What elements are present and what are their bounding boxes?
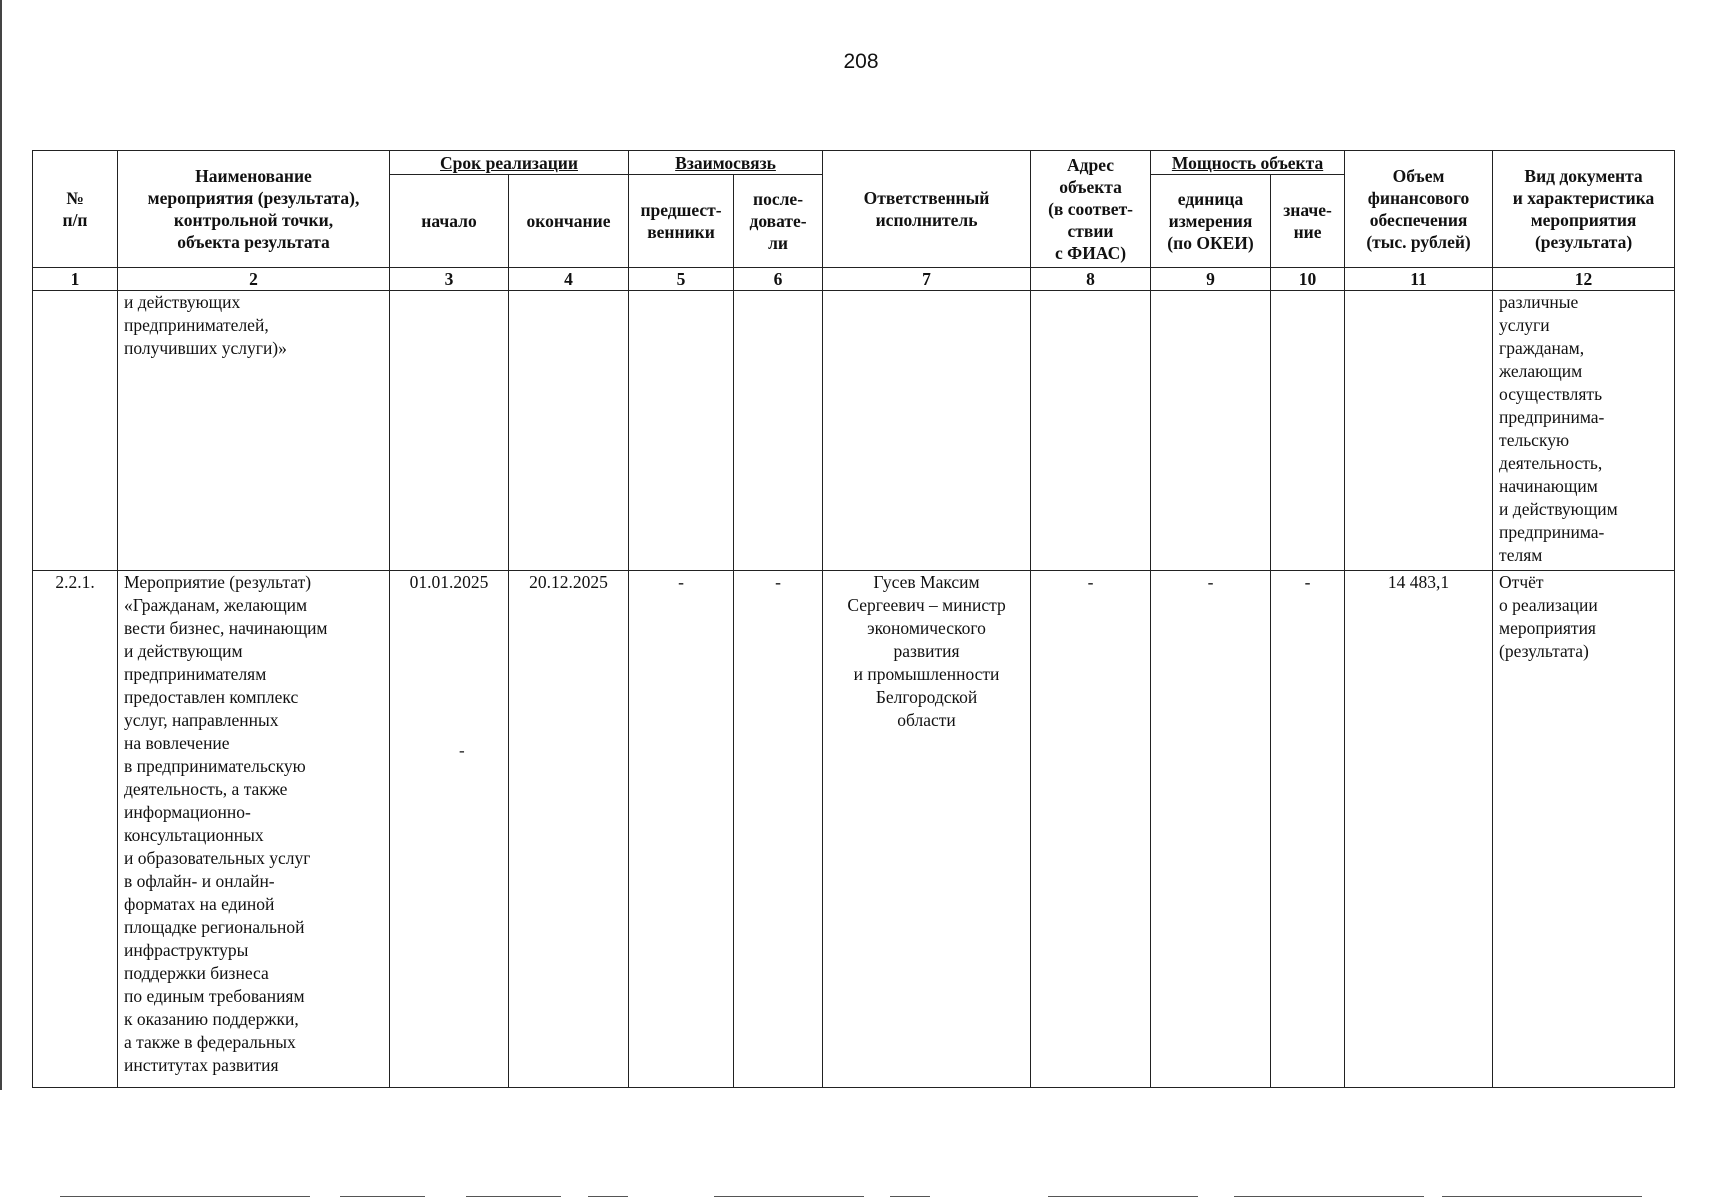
- text-line: площадке региональной: [124, 917, 305, 937]
- text-line: объекта: [1059, 177, 1122, 197]
- cell-end: [509, 291, 629, 571]
- text-line: ствии: [1067, 221, 1114, 241]
- column-number: 11: [1345, 268, 1493, 291]
- text-line: деятельность, а также: [124, 779, 288, 799]
- text-line: о реализации: [1499, 595, 1598, 615]
- column-number: 3: [390, 268, 509, 291]
- text-line: на вовлечение: [124, 733, 230, 753]
- text-line: осуществлять: [1499, 384, 1603, 404]
- text-line: Ответственный: [863, 188, 990, 208]
- text-line: гражданам,: [1499, 338, 1585, 358]
- text-line: инфраструктуры: [124, 940, 249, 960]
- text-line: Объем: [1392, 166, 1445, 186]
- page-number: 208: [843, 50, 879, 73]
- text-line: развития: [893, 641, 960, 661]
- cell-predecessors: [629, 291, 734, 571]
- text-line: тельскую: [1499, 430, 1570, 450]
- text-line: в офлайн- и онлайн-: [124, 871, 275, 891]
- cell-predecessors: -: [629, 571, 734, 1088]
- text-line: значе-: [1283, 200, 1332, 220]
- text-line: венники: [647, 222, 715, 242]
- cell-number: [33, 291, 118, 571]
- header-successors: [734, 175, 823, 268]
- text-line: предпринимателей,: [124, 315, 269, 335]
- text-line: (результата): [1534, 232, 1633, 252]
- cell-end: 20.12.2025: [509, 571, 629, 1088]
- text-line: и промышленности: [853, 664, 1000, 684]
- cell-address: [1031, 291, 1151, 571]
- text-line: желающим: [1499, 361, 1583, 381]
- header-start: начало: [390, 175, 509, 268]
- cell-document: [1493, 571, 1675, 1088]
- cell-unit: -: [1151, 571, 1271, 1088]
- column-number: 2: [118, 268, 390, 291]
- bottom-rule: [340, 1196, 425, 1197]
- text-line: и действующих: [124, 292, 241, 312]
- text-line: ли: [768, 233, 788, 253]
- text-line: предпринимателям: [124, 664, 267, 684]
- column-number: 10: [1271, 268, 1345, 291]
- header-end: окончание: [509, 175, 629, 268]
- text-line: в предпринимательскую: [124, 756, 306, 776]
- text-line: Мероприятие (результат): [124, 572, 312, 592]
- column-number: 8: [1031, 268, 1151, 291]
- text-line: Сергеевич – министр: [847, 595, 1006, 615]
- bottom-rule: [1234, 1196, 1424, 1197]
- text-line: деятельность,: [1499, 453, 1603, 473]
- text-line: и действующим: [124, 641, 243, 661]
- text-line: и действующим: [1499, 499, 1618, 519]
- text-line: мероприятия: [1530, 210, 1637, 230]
- text-line: области: [897, 710, 956, 730]
- text-line: п/п: [62, 210, 88, 230]
- text-line: предшест-: [640, 200, 722, 220]
- text-line: «Гражданам, желающим: [124, 595, 308, 615]
- cell-document: [1493, 291, 1675, 571]
- text-line: Отчёт: [1499, 572, 1544, 592]
- text-line: услуг, направленных: [124, 710, 279, 730]
- header-number: [33, 151, 118, 268]
- text-line: финансового: [1367, 188, 1470, 208]
- bottom-rule: [466, 1196, 561, 1197]
- header-financing: [1345, 151, 1493, 268]
- cell-start: 01.01.2025: [390, 571, 509, 1088]
- text-line: информационно-: [124, 802, 251, 822]
- cell-unit: [1151, 291, 1271, 571]
- column-number: 9: [1151, 268, 1271, 291]
- column-number: 6: [734, 268, 823, 291]
- text-line: Адрес: [1067, 155, 1115, 175]
- text-line: Белгородской: [875, 687, 978, 707]
- cell-value: [1271, 291, 1345, 571]
- bottom-rule: [1442, 1196, 1642, 1197]
- text-line: (в соответ-: [1048, 199, 1133, 219]
- text-line: мероприятия: [1499, 618, 1596, 638]
- header-unit: [1151, 175, 1271, 268]
- header-group-capacity: Мощность объекта: [1151, 151, 1345, 175]
- cell-name: [118, 571, 390, 1088]
- text-line: услуги: [1499, 315, 1550, 335]
- text-line: начинающим: [1499, 476, 1598, 496]
- text-line: и образовательных услуг: [124, 848, 311, 868]
- cell-successors: -: [734, 571, 823, 1088]
- header-group-relationship: Взаимосвязь: [629, 151, 823, 175]
- cell-successors: [734, 291, 823, 571]
- cell-start: [390, 291, 509, 571]
- cell-name: [118, 291, 390, 571]
- stray-dash-mark: -: [459, 741, 465, 760]
- text-line: Гусев Максим: [873, 572, 980, 592]
- text-line: Наименование: [195, 166, 312, 186]
- header-document: [1493, 151, 1675, 268]
- text-line: объекта результата: [177, 232, 330, 252]
- cell-responsible: [823, 571, 1031, 1088]
- text-line: Вид документа: [1524, 166, 1643, 186]
- table-row-continuation: [33, 291, 1675, 571]
- page-left-edge: [0, 0, 2, 1090]
- text-line: вести бизнес, начинающим: [124, 618, 328, 638]
- text-line: предоставлен комплекс: [124, 687, 299, 707]
- text-line: форматах на единой: [124, 894, 275, 914]
- text-line: ние: [1293, 222, 1322, 242]
- text-line: мероприятия (результата),: [147, 188, 360, 208]
- text-line: (результата): [1499, 641, 1589, 661]
- header-responsible: [823, 151, 1031, 268]
- text-line: экономического: [867, 618, 986, 638]
- column-number: 4: [509, 268, 629, 291]
- text-line: №: [66, 188, 84, 208]
- cell-financing: 14 483,1: [1345, 571, 1493, 1088]
- cell-number: 2.2.1.: [33, 571, 118, 1088]
- bottom-rule: [890, 1196, 930, 1197]
- text-line: единица: [1177, 189, 1244, 209]
- bottom-rule: [60, 1196, 310, 1197]
- cell-financing: [1345, 291, 1493, 571]
- text-line: после-: [753, 189, 804, 209]
- cell-responsible: [823, 291, 1031, 571]
- text-line: с ФИАС): [1055, 243, 1127, 263]
- text-line: к оказанию поддержки,: [124, 1009, 299, 1029]
- bottom-rule: [1048, 1196, 1198, 1197]
- bottom-rule: [588, 1196, 628, 1197]
- text-line: (по ОКЕИ): [1167, 233, 1254, 253]
- text-line: поддержки бизнеса: [124, 963, 269, 983]
- text-line: предпринима-: [1499, 407, 1605, 427]
- header-value: [1271, 175, 1345, 268]
- text-line: исполнитель: [875, 210, 978, 230]
- table-row-2-2-1: [33, 571, 1675, 1088]
- text-line: обеспечения: [1369, 210, 1468, 230]
- column-number: 5: [629, 268, 734, 291]
- column-number: 7: [823, 268, 1031, 291]
- text-line: консультационных: [124, 825, 264, 845]
- header-predecessors: [629, 175, 734, 268]
- text-line: получивших услуги)»: [124, 338, 287, 358]
- text-line: телям: [1499, 545, 1543, 565]
- text-line: институтах развития: [124, 1055, 279, 1075]
- text-line: и характеристика: [1512, 188, 1655, 208]
- column-number: 12: [1493, 268, 1675, 291]
- header-address: [1031, 151, 1151, 268]
- header-name: [118, 151, 390, 268]
- bottom-rule: [714, 1196, 864, 1197]
- column-number: 1: [33, 268, 118, 291]
- text-line: (тыс. рублей): [1366, 232, 1471, 252]
- header-group-period: Срок реализации: [390, 151, 629, 175]
- text-line: предпринима-: [1499, 522, 1605, 542]
- text-line: измерения: [1168, 211, 1253, 231]
- cell-address: -: [1031, 571, 1151, 1088]
- text-line: а также в федеральных: [124, 1032, 296, 1052]
- text-line: различные: [1499, 292, 1579, 312]
- text-line: по единым требованиям: [124, 986, 305, 1006]
- cell-value: -: [1271, 571, 1345, 1088]
- text-line: контрольной точки,: [173, 210, 334, 230]
- text-line: довате-: [749, 211, 807, 231]
- plan-table: [32, 150, 1675, 1088]
